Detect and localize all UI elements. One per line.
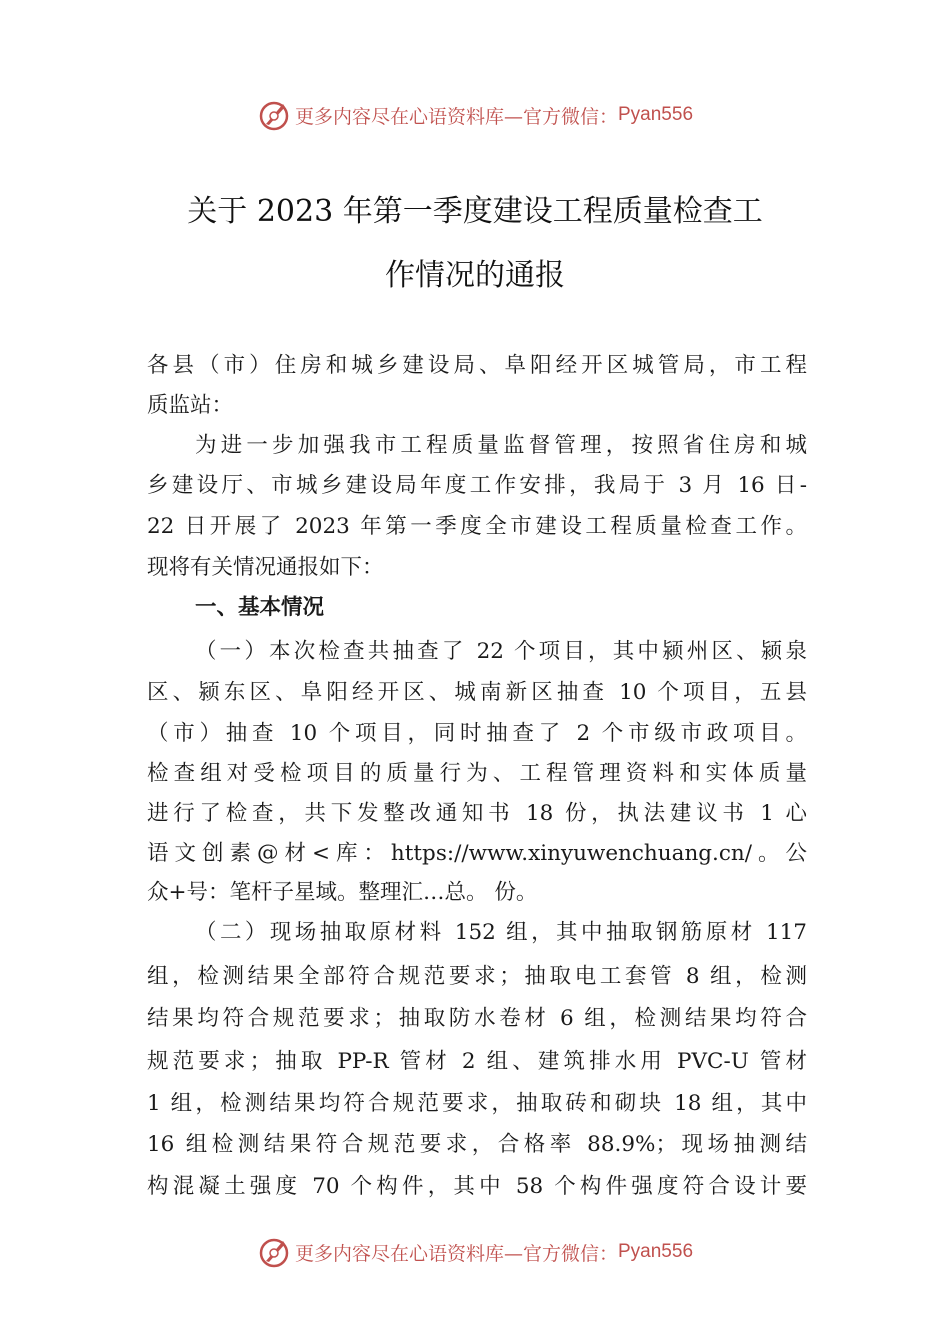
- body-line: 区、颍东区、阜阳经开区、城南新区抽查 10 个项目，五县: [147, 680, 807, 705]
- body-line: （一）本次检查共抽查了 22 个项目，其中颍州区、颍泉: [195, 639, 807, 664]
- body-line: 现将有关情况通报如下：: [147, 555, 384, 580]
- body-line: 质监站：: [147, 393, 234, 418]
- body-line: 规范要求；抽取 PP-R 管材 2 组、建筑排水用 PVC-U 管材: [147, 1049, 807, 1074]
- footer-watermark: [0, 1232, 950, 1272]
- body-line: 1 组，检测结果均符合规范要求，抽取砖和砌块 18 组，其中: [147, 1091, 807, 1116]
- body-line: 检查组对受检项目的质量行为、工程管理资料和实体质量: [147, 761, 807, 786]
- body-line: 构混凝土强度 70 个构件，其中 58 个构件强度符合设计要: [147, 1174, 807, 1199]
- title-line-2: 作情况的通报: [385, 258, 565, 293]
- body-line: （二）现场抽取原材料 152 组，其中抽取钢筋原材 117: [195, 920, 807, 945]
- body-line: 各县（市）住房和城乡建设局、阜阳经开区城管局，市工程: [147, 353, 807, 378]
- watermark-text: 更多内容尽在心语资料库—官方微信：: [294, 105, 618, 128]
- body-line: 22 日开展了 2023 年第一季度全市建设工程质量检查工作。: [147, 514, 807, 539]
- body-line: 语文创素@材<库：https://www.xinyuwenchuang.cn/。公: [147, 841, 807, 866]
- body-line: 众+号：笔杆子星域。整理汇…总。 份。: [147, 880, 538, 905]
- quill-seal-icon: [257, 1235, 291, 1269]
- title-line-1: 关于 2023 年第一季度建设工程质量检查工: [187, 194, 763, 229]
- quill-seal-icon: [257, 98, 291, 132]
- section-heading: 一、基本情况: [195, 595, 325, 620]
- body-line: 乡建设厅、市城乡建设局年度工作安排，我局于 3 月 16 日-: [147, 473, 807, 498]
- header-watermark: [0, 95, 950, 135]
- watermark-wechat-id: Pyan556: [618, 1241, 694, 1262]
- body-line: 16 组检测结果符合规范要求，合格率 88.9%；现场抽测结: [147, 1132, 807, 1157]
- body-line: （市）抽查 10 个项目，同时抽查了 2 个市级市政项目。: [147, 721, 807, 746]
- body-line: 进行了检查，共下发整改通知书 18 份，执法建议书 1 心: [147, 801, 807, 826]
- body-line: 为进一步加强我市工程质量监督管理，按照省住房和城: [195, 433, 807, 458]
- watermark-text: 更多内容尽在心语资料库—官方微信：: [294, 1242, 618, 1265]
- body-line: 结果均符合规范要求；抽取防水卷材 6 组，检测结果均符合: [147, 1006, 807, 1031]
- body-line: 组，检测结果全部符合规范要求；抽取电工套管 8 组，检测: [147, 964, 807, 989]
- watermark-wechat-id: Pyan556: [618, 104, 694, 125]
- document-title: [140, 180, 810, 308]
